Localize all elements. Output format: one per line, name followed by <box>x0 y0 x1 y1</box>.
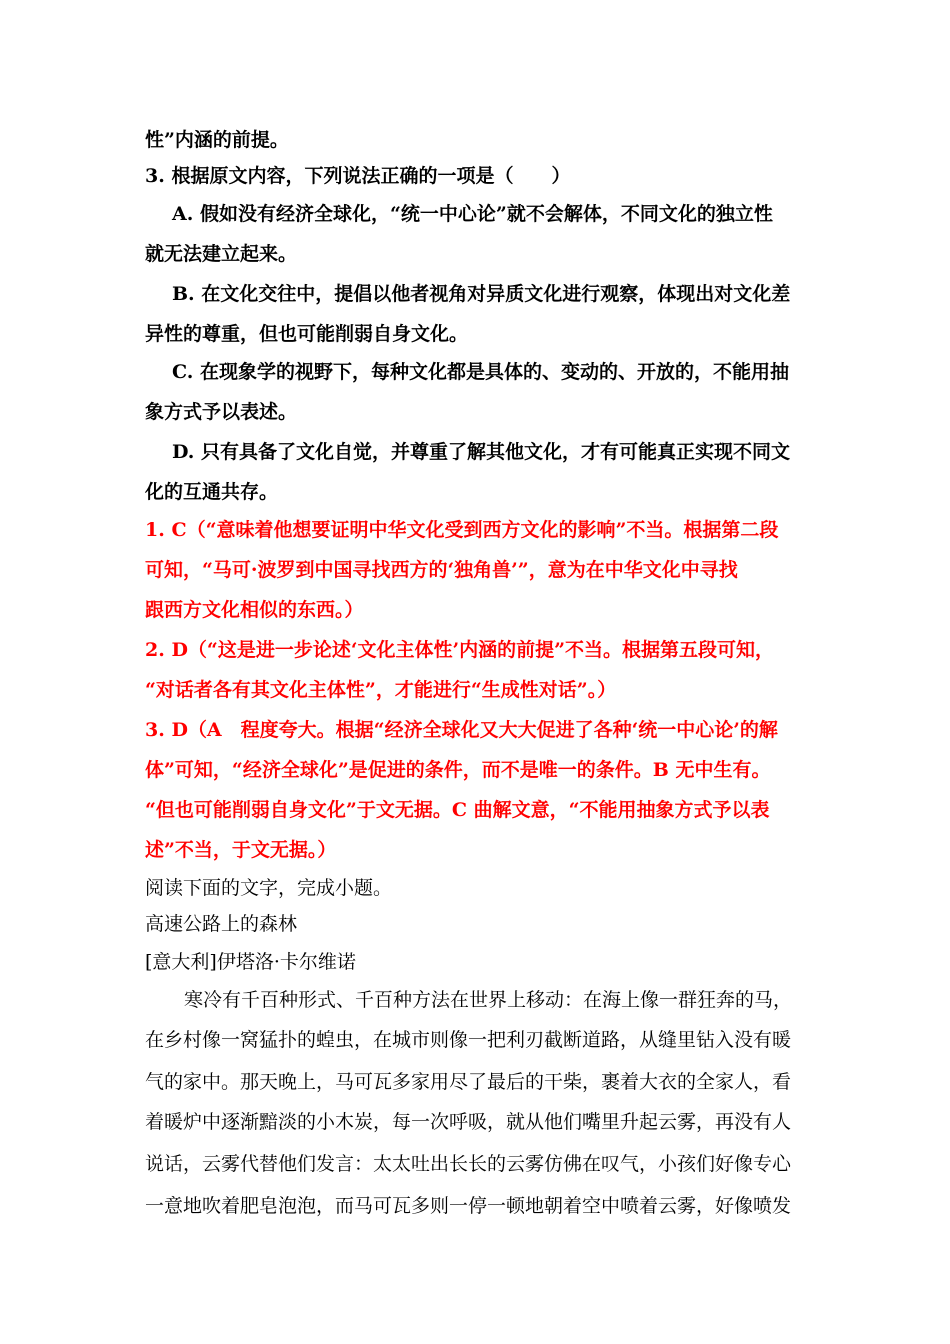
answer-2-line: 2. D（“这是进一步论述‘文化主体性’内涵的前提”不当。根据第五段可知， <box>145 639 775 661</box>
option-a-line-cont: 就无法建立起来。 <box>145 243 298 265</box>
option-a-line: A. 假如没有经济全球化，“统一中心论”就不会解体，不同文化的独立性 <box>172 203 773 225</box>
reading-title: 高速公路上的森林 <box>145 913 298 935</box>
answer-3-line-cont: 体”可知，“经济全球化”是促进的条件，而不是唯一的条件。B 无中生有。 <box>145 759 771 781</box>
option-c-line: C. 在现象学的视野下，每种文化都是具体的、变动的、开放的，不能用抽 <box>172 361 790 383</box>
option-d-line-cont: 化的互通共存。 <box>145 481 279 503</box>
option-b-line: B. 在文化交往中，提倡以他者视角对异质文化进行观察，体现出对文化差 <box>172 283 791 305</box>
option-c-line-cont: 象方式予以表述。 <box>145 401 298 423</box>
answer-2-line-cont: “对话者各有其文化主体性”，才能进行“生成性对话”。） <box>145 679 617 701</box>
option-d-line: D. 只有具备了文化自觉，并尊重了解其他文化，才有可能真正实现不同文 <box>172 441 791 463</box>
option-b-line-cont: 异性的尊重，但也可能削弱自身文化。 <box>145 323 469 345</box>
paragraph-line: 气的家中。那天晚上，马可瓦多家用尽了最后的干柴，裹着大衣的全家人，看 <box>145 1071 792 1093</box>
answer-3-line-cont2: “但也可能削弱自身文化”于文无据。C 曲解文意，“不能用抽象方式予以表 <box>145 799 770 821</box>
answer-1-line-cont: 可知，“马可·波罗到中国寻找西方的‘独角兽’”，意为在中华文化中寻找 <box>145 559 738 581</box>
answer-1-line-end: 跟西方文化相似的东西。） <box>145 599 364 621</box>
reading-instruction: 阅读下面的文字，完成小题。 <box>145 877 393 899</box>
answer-3-line-end: 述”不当，于文无据。） <box>145 839 337 861</box>
answer-3-line: 3. D（A 程度夸大。根据“经济全球化又大大促进了各种‘统一中心论’的解 <box>145 719 778 741</box>
paragraph-line: 在乡村像一窝猛扑的蝗虫，在城市则像一把利刃截断道路，从缝里钻入没有暖 <box>145 1029 792 1051</box>
question-3-stem: 3. 根据原文内容，下列说法正确的一项是（ ） <box>145 165 571 187</box>
paragraph-line: 说话，云雾代替他们发言：太太吐出长长的云雾仿佛在叹气，小孩们好像专心 <box>145 1153 792 1175</box>
question-text-line: 性”内涵的前提。 <box>145 129 289 151</box>
paragraph-line: 一意地吹着肥皂泡泡，而马可瓦多则一停一顿地朝着空中喷着云雾，好像喷发 <box>145 1195 792 1217</box>
reading-author: [意大利]伊塔洛·卡尔维诺 <box>145 951 356 973</box>
paragraph-line: 寒冷有千百种形式、千百种方法在世界上移动：在海上像一群狂奔的马， <box>184 989 793 1011</box>
answer-1-line: 1. C（“意味着他想要证明中华文化受到西方文化的影响”不当。根据第二段 <box>145 519 779 541</box>
paragraph-line: 着暖炉中逐渐黯淡的小木炭，每一次呼吸，就从他们嘴里升起云雾，再没有人 <box>145 1111 792 1133</box>
